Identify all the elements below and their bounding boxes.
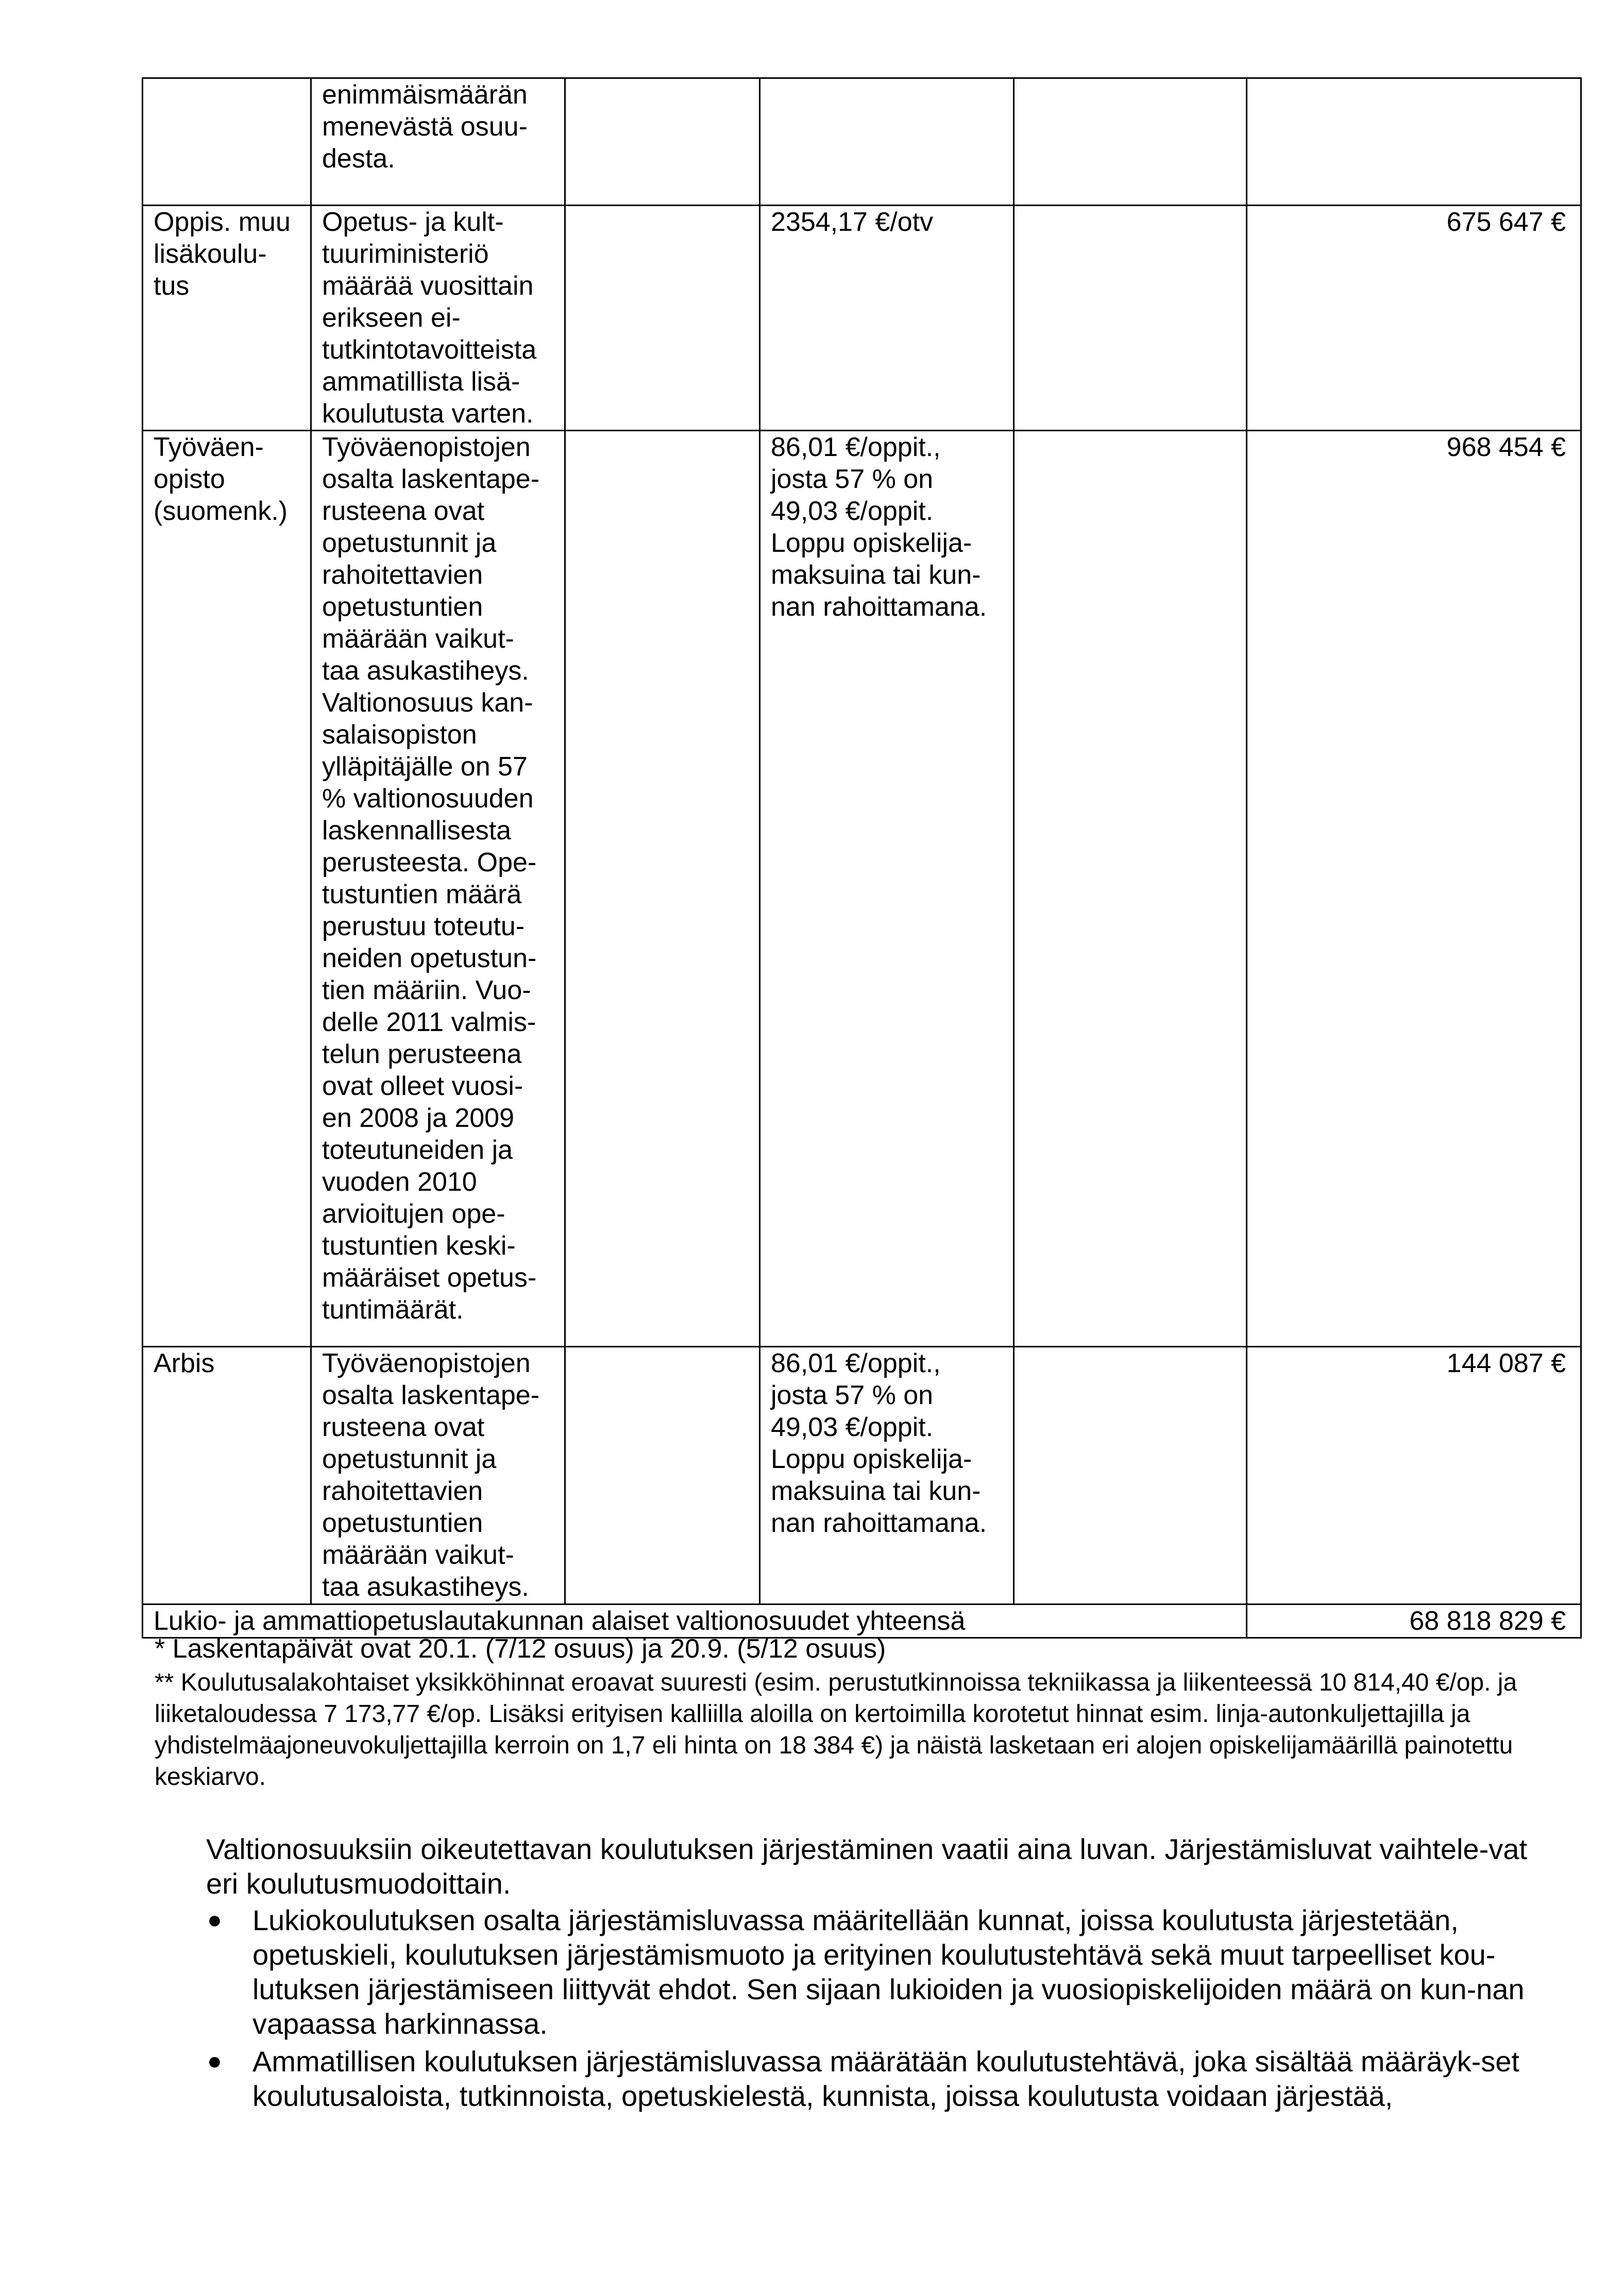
row-empty-cell <box>565 78 760 206</box>
row-unit-price: 2354,17 €/otv <box>760 206 1014 431</box>
row-empty-cell <box>565 206 760 431</box>
funding-table <box>142 77 1582 1639</box>
row-empty-cell <box>1014 1347 1247 1605</box>
row-amount: 675 647 € <box>1247 206 1581 431</box>
row-label: Arbis <box>143 1347 311 1605</box>
footnote-1: * Laskentapäivät ovat 20.1. (7/12 osuus) ja 20.9. (5/12 osuus) <box>155 1634 886 1664</box>
row-empty-cell <box>565 1347 760 1605</box>
bullet-icon: ● <box>207 2048 222 2075</box>
row-empty-cell <box>565 431 760 1347</box>
row-unit-price: 86,01 €/oppit., josta 57 % on 49,03 €/oppit. Loppu opiskelija- maksuina tai kun- nan rahoittamana. <box>760 431 1014 1347</box>
row-label <box>143 78 311 206</box>
intro-paragraph: Valtionosuuksiin oikeutettavan koulutuksen järjestäminen vaatii aina luvan. Järjestämisluvat vaihtele-vat eri koulutusmuodoittain. <box>206 1833 1527 1900</box>
table-row <box>143 206 1581 431</box>
row-amount: 968 454 € <box>1247 431 1581 1347</box>
bullet-icon: ● <box>207 1906 222 1934</box>
total-label: Lukio- ja ammattiopetuslautakunnan alaiset valtionosuudet yhteensä <box>143 1605 1247 1638</box>
row-empty-cell <box>1014 78 1247 206</box>
row-description: Työväenopistojen osalta laskentape- rusteena ovat opetustunnit ja rahoitettavien opetustuntien määrään vaikut- taa asukastiheys. <box>311 1347 565 1605</box>
row-description: enimmäismäärän menevästä osuu- desta. <box>311 78 565 206</box>
row-empty-cell <box>1014 431 1247 1347</box>
row-empty-cell <box>1014 206 1247 431</box>
row-unit-price: 86,01 €/oppit., josta 57 % on 49,03 €/oppit. Loppu opiskelija- maksuina tai kun- nan rahoittamana. <box>760 1347 1014 1605</box>
row-label: Oppis. muu lisäkoulu- tus <box>143 206 311 431</box>
row-description: Työväenopistojen osalta laskentape- rusteena ovat opetustunnit ja rahoitettavien opetustuntien määrään vaikut- taa asukastiheys. Valtionosuus kan- salaisopiston ylläpitäjälle on 57 % valtionosuuden laskennallisesta perusteesta. Ope- tustuntien määrä perustuu toteutu- neiden opetustun- tien määriin. Vuo- delle 2011 valmis- telun perusteena ovat olleet vuosi- en 2008 ja 2009 toteutuneiden ja vuoden 2010 arvioitujen ope- tustuntien keski- määräiset opetus- tuntimäärät. <box>311 431 565 1347</box>
row-label: Työväen- opisto (suomenk.) <box>143 431 311 1347</box>
row-unit-price <box>760 78 1014 206</box>
list-item <box>206 2044 1566 2113</box>
list-item-text: Ammatillisen koulutuksen järjestämisluvassa määrätään koulutustehtävä, joka sisältää määräyk-set koulutusaloista, tutkinnoista, opetuskielestä, kunnista, joissa koulutusta voidaan järjestää, <box>252 2045 1519 2112</box>
row-description: Opetus- ja kult- tuuriministeriö määrää vuosittain erikseen ei- tutkintotavoitteista ammatillista lisä- koulutusta varten. <box>311 206 565 431</box>
footnote-2: ** Koulutusalakohtaiset yksikköhinnat eroavat suuresti (esim. perustutkinnoissa tekniikassa ja liikenteessä 10 814,40 €/op. ja liiketaloudessa 7 173,77 €/op. Lisäksi erityisen kalliilla aloilla on kertoimilla korotetut hinnat esim. linja-autonkuljettajilla ja yhdistelmäajoneuvokuljettajilla kerroin on 1,7 eli hinta on 18 384 €) ja näistä lasketaan eri alojen opiskelijamäärillä painotettu keskiarvo. <box>155 1669 1517 1791</box>
table-row <box>143 78 1581 206</box>
table-row <box>143 431 1581 1347</box>
list-item <box>206 1903 1566 2041</box>
total-amount: 68 818 829 € <box>1247 1605 1581 1638</box>
row-amount: 144 087 € <box>1247 1347 1581 1605</box>
bullet-list <box>206 1903 1566 2116</box>
table-total-row <box>143 1605 1581 1638</box>
list-item-text: Lukiokoulutuksen osalta järjestämisluvassa määritellään kunnat, joissa koulutusta järjestetään, opetuskieli, koulutuksen järjestämismuoto ja erityinen koulutustehtävä sekä muut tarpeelliset kou-lutuksen järjestämiseen liittyvät ehdot. Sen sijaan lukioiden ja vuosiopiskelijoiden määrä on kun-nan vapaassa harkinnassa. <box>252 1904 1525 2040</box>
table-row <box>143 1347 1581 1605</box>
row-amount <box>1247 78 1581 206</box>
